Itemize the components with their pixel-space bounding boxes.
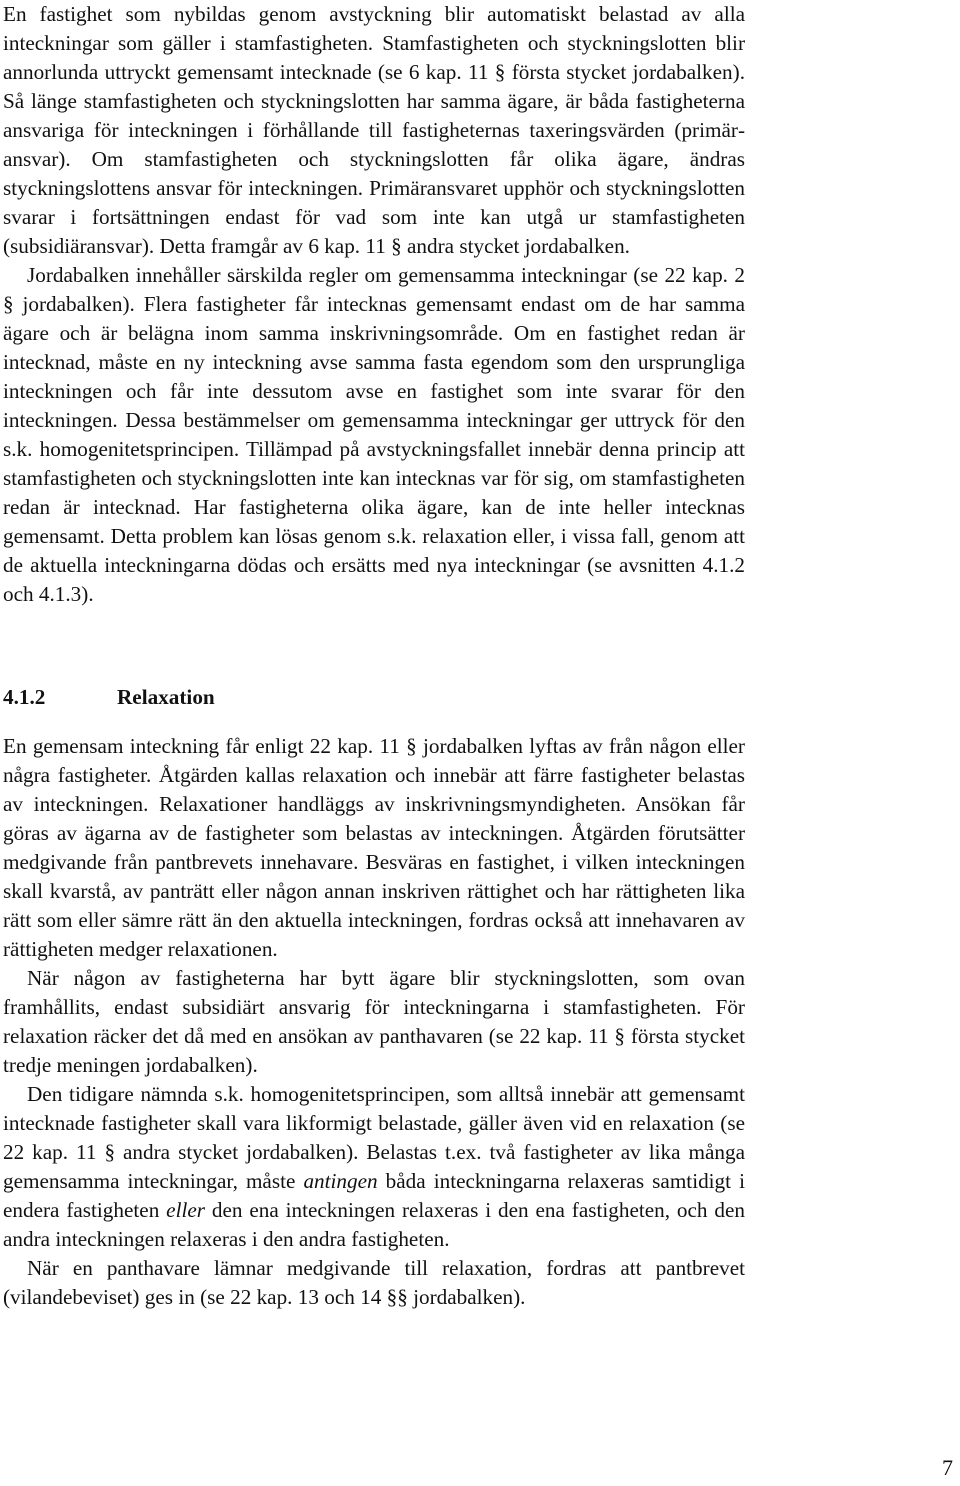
- paragraph-subsidiart-ansvar: När någon av fastigheterna har bytt ägare blir styckningslotten, som ovan framhållits, endast subsidiärt ansvarig för inteckningarna i stamfastigheten. För relaxation räcker det då med en ansökan av panthavaren (se 22 kap. 11 § första stycket tredje meningen jordabalken).: [3, 966, 745, 1077]
- section-title: Relaxation: [117, 685, 215, 709]
- text-run: båda inteckningarna relaxeras samtidigt i endera fastigheten: [3, 1169, 745, 1222]
- section-heading: [3, 609, 745, 732]
- emphasis-antingen: antingen: [303, 1169, 378, 1193]
- document-page: [3, 0, 745, 1312]
- emphasis-eller: eller: [166, 1198, 205, 1222]
- paragraph-gemensamma-inteckningar: Jordabalken innehåller särskilda regler om gemensamma inteckningar (se 22 kap. 2 § jordabalken). Flera fastigheter får intecknas gemensamt endast om de har samma ägare och är belägna inom samma inskrivningsområde. Om en fastighet redan är intecknad, måste en ny inteckning avse samma fasta egendom som den ursprungliga inteckningen och får inte dessutom avse en fastighet som inte svarar för den inteckningen. Dessa bestämmelser om gemensamma inteckningar ger uttryck för den s.k. homogenitetsprincipen. Tillämpad på avstyckningsfallet innebär denna princip att stamfastigheten och styckningslotten inte kan intecknas var för sig, om stamfastigheten redan är intecknad. Har fastigheterna olika ägare, kan de inte heller intecknas gemensamt. Detta problem kan lösas genom s.k. relaxation eller, i vissa fall, genom att de aktuella inteckningarna dödas och ersätts med nya inteckningar (se avsnitten 4.1.2 och 4.1.3).: [3, 263, 745, 606]
- paragraph-relaxation-intro: En gemensam inteckning får enligt 22 kap. 11 § jordabalken lyftas av från någon eller några fastigheter. Åtgärden kallas relaxation och innebär att färre fastigheter belastas av inteckningen. Relaxationer handläggs av inskrivningsmyndigheten. Ansökan får göras av ägarna av de fastigheter som belastas av inteckningen. Åtgärden förutsätter medgivande från pantbrevets innehavare. Besväras en fastighet, i vilken inteckningen skall kvarstå, av panträtt eller någon annan inskriven rättighet och har rättigheten lika rätt som eller sämre rätt än den aktuella inteckningen, fordras också att innehavaren av rättigheten medger relaxationen.: [3, 734, 745, 961]
- text-run: den ena inteckningen relaxeras i den ena fastigheten, och den andra inteckningen relaxeras i den andra fastigheten.: [3, 1198, 745, 1251]
- section-number: 4.1.2: [3, 685, 46, 709]
- text-run: Den tidigare nämnda s.k. homogenitetsprincipen, som alltså innebär att gemensamt intecknade fastigheter skall vara likformigt belastade, gäller även vid en relaxation (se 22 kap. 11 § andra stycket jordabalken). Belastas t.ex. två fastigheter av lika många gemensamma inteckningar, måste: [3, 1082, 745, 1193]
- page-number: 7: [942, 1455, 953, 1480]
- paragraph-avstyckning: En fastighet som nybildas genom avstyckning blir automatiskt belastad av alla inteckningar som gäller i stamfastigheten. Stamfastigheten och styckningslotten blir annorlunda uttryckt gemensamt intecknade (se 6 kap. 11 § första stycket jordabalken). Så länge stamfastigheten och styckningslotten har samma ägare, är båda fastigheterna ansvariga för inteckningen i förhållande till fastigheternas taxeringsvärden (primäransvar). Om stamfastigheten och styckningslotten får olika ägare, ändras styckningslottens ansvar för inteckningen. Primäransvaret upphör och styckningslotten svarar i fortsättningen endast för vad som inte kan utgå ur stamfastigheten (subsidiäransvar). Detta framgår av 6 kap. 11 § andra stycket jordabalken.: [3, 2, 745, 258]
- paragraph-homogenitetsprincipen: [3, 1080, 745, 1254]
- paragraph-pantbrevet: När en panthavare lämnar medgivande till relaxation, fordras att pantbrevet (vilandebeviset) ges in (se 22 kap. 13 och 14 §§ jordabalken).: [3, 1256, 745, 1309]
